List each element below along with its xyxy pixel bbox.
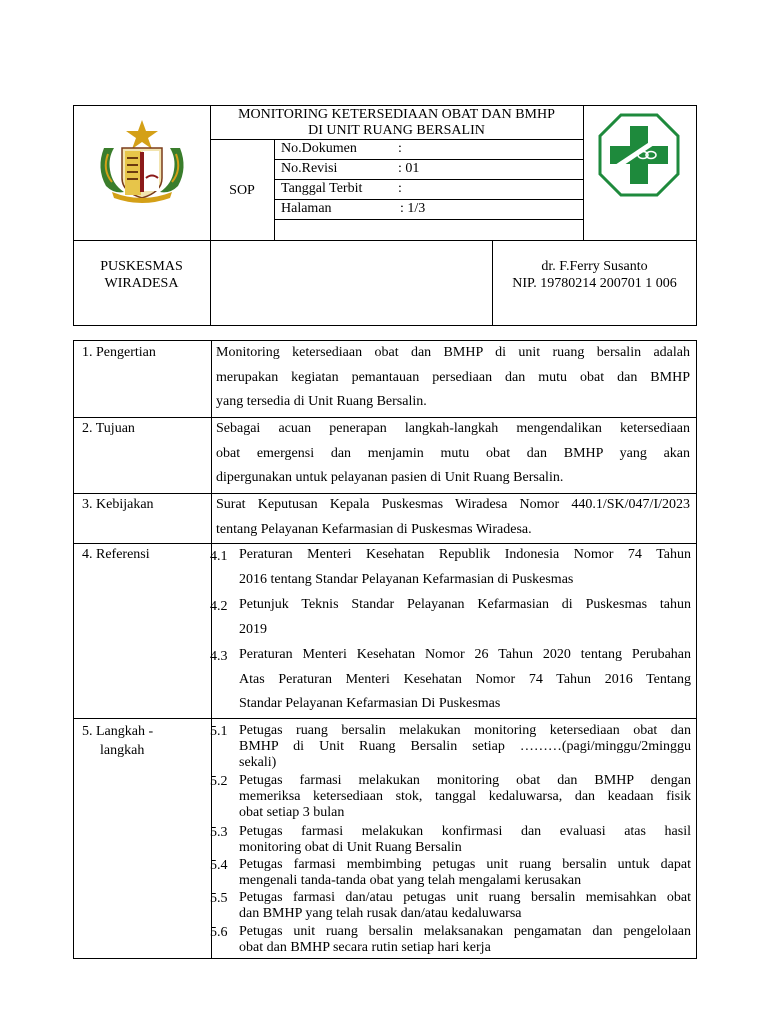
reference-number: 4.1 <box>210 549 228 564</box>
text-line: merupakan kegiatan pemantauan persediaan dan mutu obat dan BMHP <box>216 369 690 385</box>
text-line: Petugas farmasi membimbing petugas unit ruang bersalin untuk dapat <box>239 857 691 872</box>
header-divider <box>274 219 583 220</box>
step-marker <box>211 875 212 891</box>
field-label-tanggal-terbit: Tanggal Terbit <box>281 181 363 196</box>
step-item <box>239 824 691 856</box>
text-line: mengenali tanda-tanda obat yang telah mengalami kerusakan <box>239 873 582 888</box>
text-line: Surat Keputusan Kepala Puskesmas Wiradesa Nomor 440.1/SK/047/I/2023 <box>216 497 690 512</box>
text-line: Petugas farmasi melakukan monitoring obat dan BMHP dengan <box>239 773 691 788</box>
step-number: 5.3 <box>210 825 228 840</box>
field-label-no-dokumen: No.Dokumen <box>281 141 357 156</box>
field-value-tanggal-terbit: : <box>398 181 402 196</box>
text-line: Standar Pelayanan Kefarmasian Di Puskesmas <box>239 696 501 711</box>
text-line: Petugas farmasi melakukan konfirmasi dan evaluasi atas hasil <box>239 824 691 839</box>
signer-nip: NIP. 19780214 200701 1 006 <box>512 276 677 291</box>
section-content-tujuan <box>216 417 690 491</box>
text-line: Petugas ruang bersalin melakukan monitoring ketersediaan obat dan <box>239 723 691 738</box>
puskesmas-logo-icon <box>597 112 681 198</box>
header-divider <box>210 139 583 140</box>
text-line: monitoring obat di Unit Ruang Bersalin <box>239 840 462 855</box>
step-item <box>239 857 691 889</box>
step-item <box>239 723 691 771</box>
text-line: dan BMHP yang telah rusak dan/atau kedaluwarsa <box>239 906 522 921</box>
text-line: Sebagai acuan penerapan langkah-langkah mengendalikan ketersediaan <box>216 421 690 436</box>
organization-name-line2: WIRADESA <box>104 276 179 291</box>
step-number: 5.5 <box>210 891 228 906</box>
document-subtitle: DI UNIT RUANG BERSALIN <box>308 123 485 138</box>
step-number: 5.4 <box>210 858 228 873</box>
signer-name: dr. F.Ferry Susanto <box>541 259 648 274</box>
text-line: obat emergensi dan menjamin mutu obat dan BMHP yang akan <box>216 445 690 461</box>
field-value-no-dokumen: : <box>398 141 402 156</box>
text-line: Petunjuk Teknis Standar Pelayanan Kefarmasian di Puskesmas tahun <box>239 597 691 612</box>
step-item <box>239 890 691 922</box>
step-number: 5.6 <box>210 925 228 940</box>
text-line: Petugas unit ruang bersalin melaksanakan pengamatan dan pengelolaan <box>239 924 691 939</box>
text-line: dipergunakan untuk pelayanan pasien di Unit Ruang Bersalin. <box>216 470 564 485</box>
section-label-kebijakan: 3. Kebijakan <box>82 497 154 512</box>
text-line: Peraturan Menteri Kesehatan Republik Indonesia Nomor 74 Tahun <box>239 547 691 562</box>
text-line: tentang Pelayanan Kefarmasian di Puskesmas Wiradesa. <box>216 521 532 537</box>
section-label-tujuan: 2. Tujuan <box>82 421 135 436</box>
header-divider <box>274 139 275 240</box>
text-line: Petugas farmasi dan/atau petugas unit ruang bersalin memisahkan obat <box>239 890 691 905</box>
step-number: 5.2 <box>210 774 228 789</box>
reference-item <box>239 593 691 642</box>
regency-emblem-icon <box>92 118 192 203</box>
text-line: yang tersedia di Unit Ruang Bersalin. <box>216 394 427 409</box>
step-item <box>239 924 691 956</box>
section-label-referensi: 4. Referensi <box>82 547 150 562</box>
document-title: MONITORING KETERSEDIAAN OBAT DAN BMHP <box>238 107 555 122</box>
field-label-no-revisi: No.Revisi <box>281 161 338 176</box>
text-line: obat setiap 3 bulan <box>239 805 345 820</box>
text-line: memeriksa ketersediaan stok, tanggal kedaluwarsa, dan keadaan fisik <box>239 789 691 804</box>
header-divider <box>583 105 584 240</box>
reference-item <box>239 643 691 717</box>
section-label-pengertian: 1. Pengertian <box>82 345 156 360</box>
step-marker <box>211 791 212 807</box>
field-value-no-revisi: : 01 <box>398 161 420 176</box>
text-line: BMHP di Unit Ruang Bersalin setiap ………(pagi/minggu/2minggu <box>239 739 691 754</box>
text-line: Monitoring ketersediaan obat dan BMHP di unit ruang bersalin adalah <box>216 345 690 360</box>
section-content-pengertian <box>216 341 690 415</box>
text-line: 2016 tentang Standar Pelayanan Kefarmasian di Puskesmas <box>239 571 574 587</box>
section-label-langkah: 5. Langkah - <box>82 724 154 739</box>
row-divider <box>74 718 696 719</box>
organization-name: PUSKESMAS <box>100 259 183 274</box>
text-line: 2019 <box>239 621 267 637</box>
reference-number: 4.2 <box>210 599 228 614</box>
field-label-halaman: Halaman <box>281 201 332 216</box>
text-line: Peraturan Menteri Kesehatan Nomor 26 Tahun 2020 tentang Perubahan <box>239 647 691 662</box>
text-line: obat dan BMHP secara rutin setiap hari kerja <box>239 940 491 955</box>
reference-item <box>239 543 691 592</box>
field-value-halaman: : 1/3 <box>400 201 426 216</box>
step-marker <box>211 942 212 958</box>
section-label-langkah-line2: langkah <box>100 743 145 758</box>
sop-label: SOP <box>229 183 255 198</box>
step-marker <box>211 908 212 924</box>
procedure-table <box>73 340 697 959</box>
text-line: Atas Peraturan Menteri Kesehatan Nomor 74 Tahun 2016 Tentang <box>239 671 691 687</box>
header-divider <box>73 240 697 241</box>
reference-number: 4.3 <box>210 649 228 664</box>
text-line: sekali) <box>239 755 277 770</box>
step-item <box>239 773 691 821</box>
step-number: 5.1 <box>210 724 228 739</box>
section-content-kebijakan <box>216 493 690 542</box>
